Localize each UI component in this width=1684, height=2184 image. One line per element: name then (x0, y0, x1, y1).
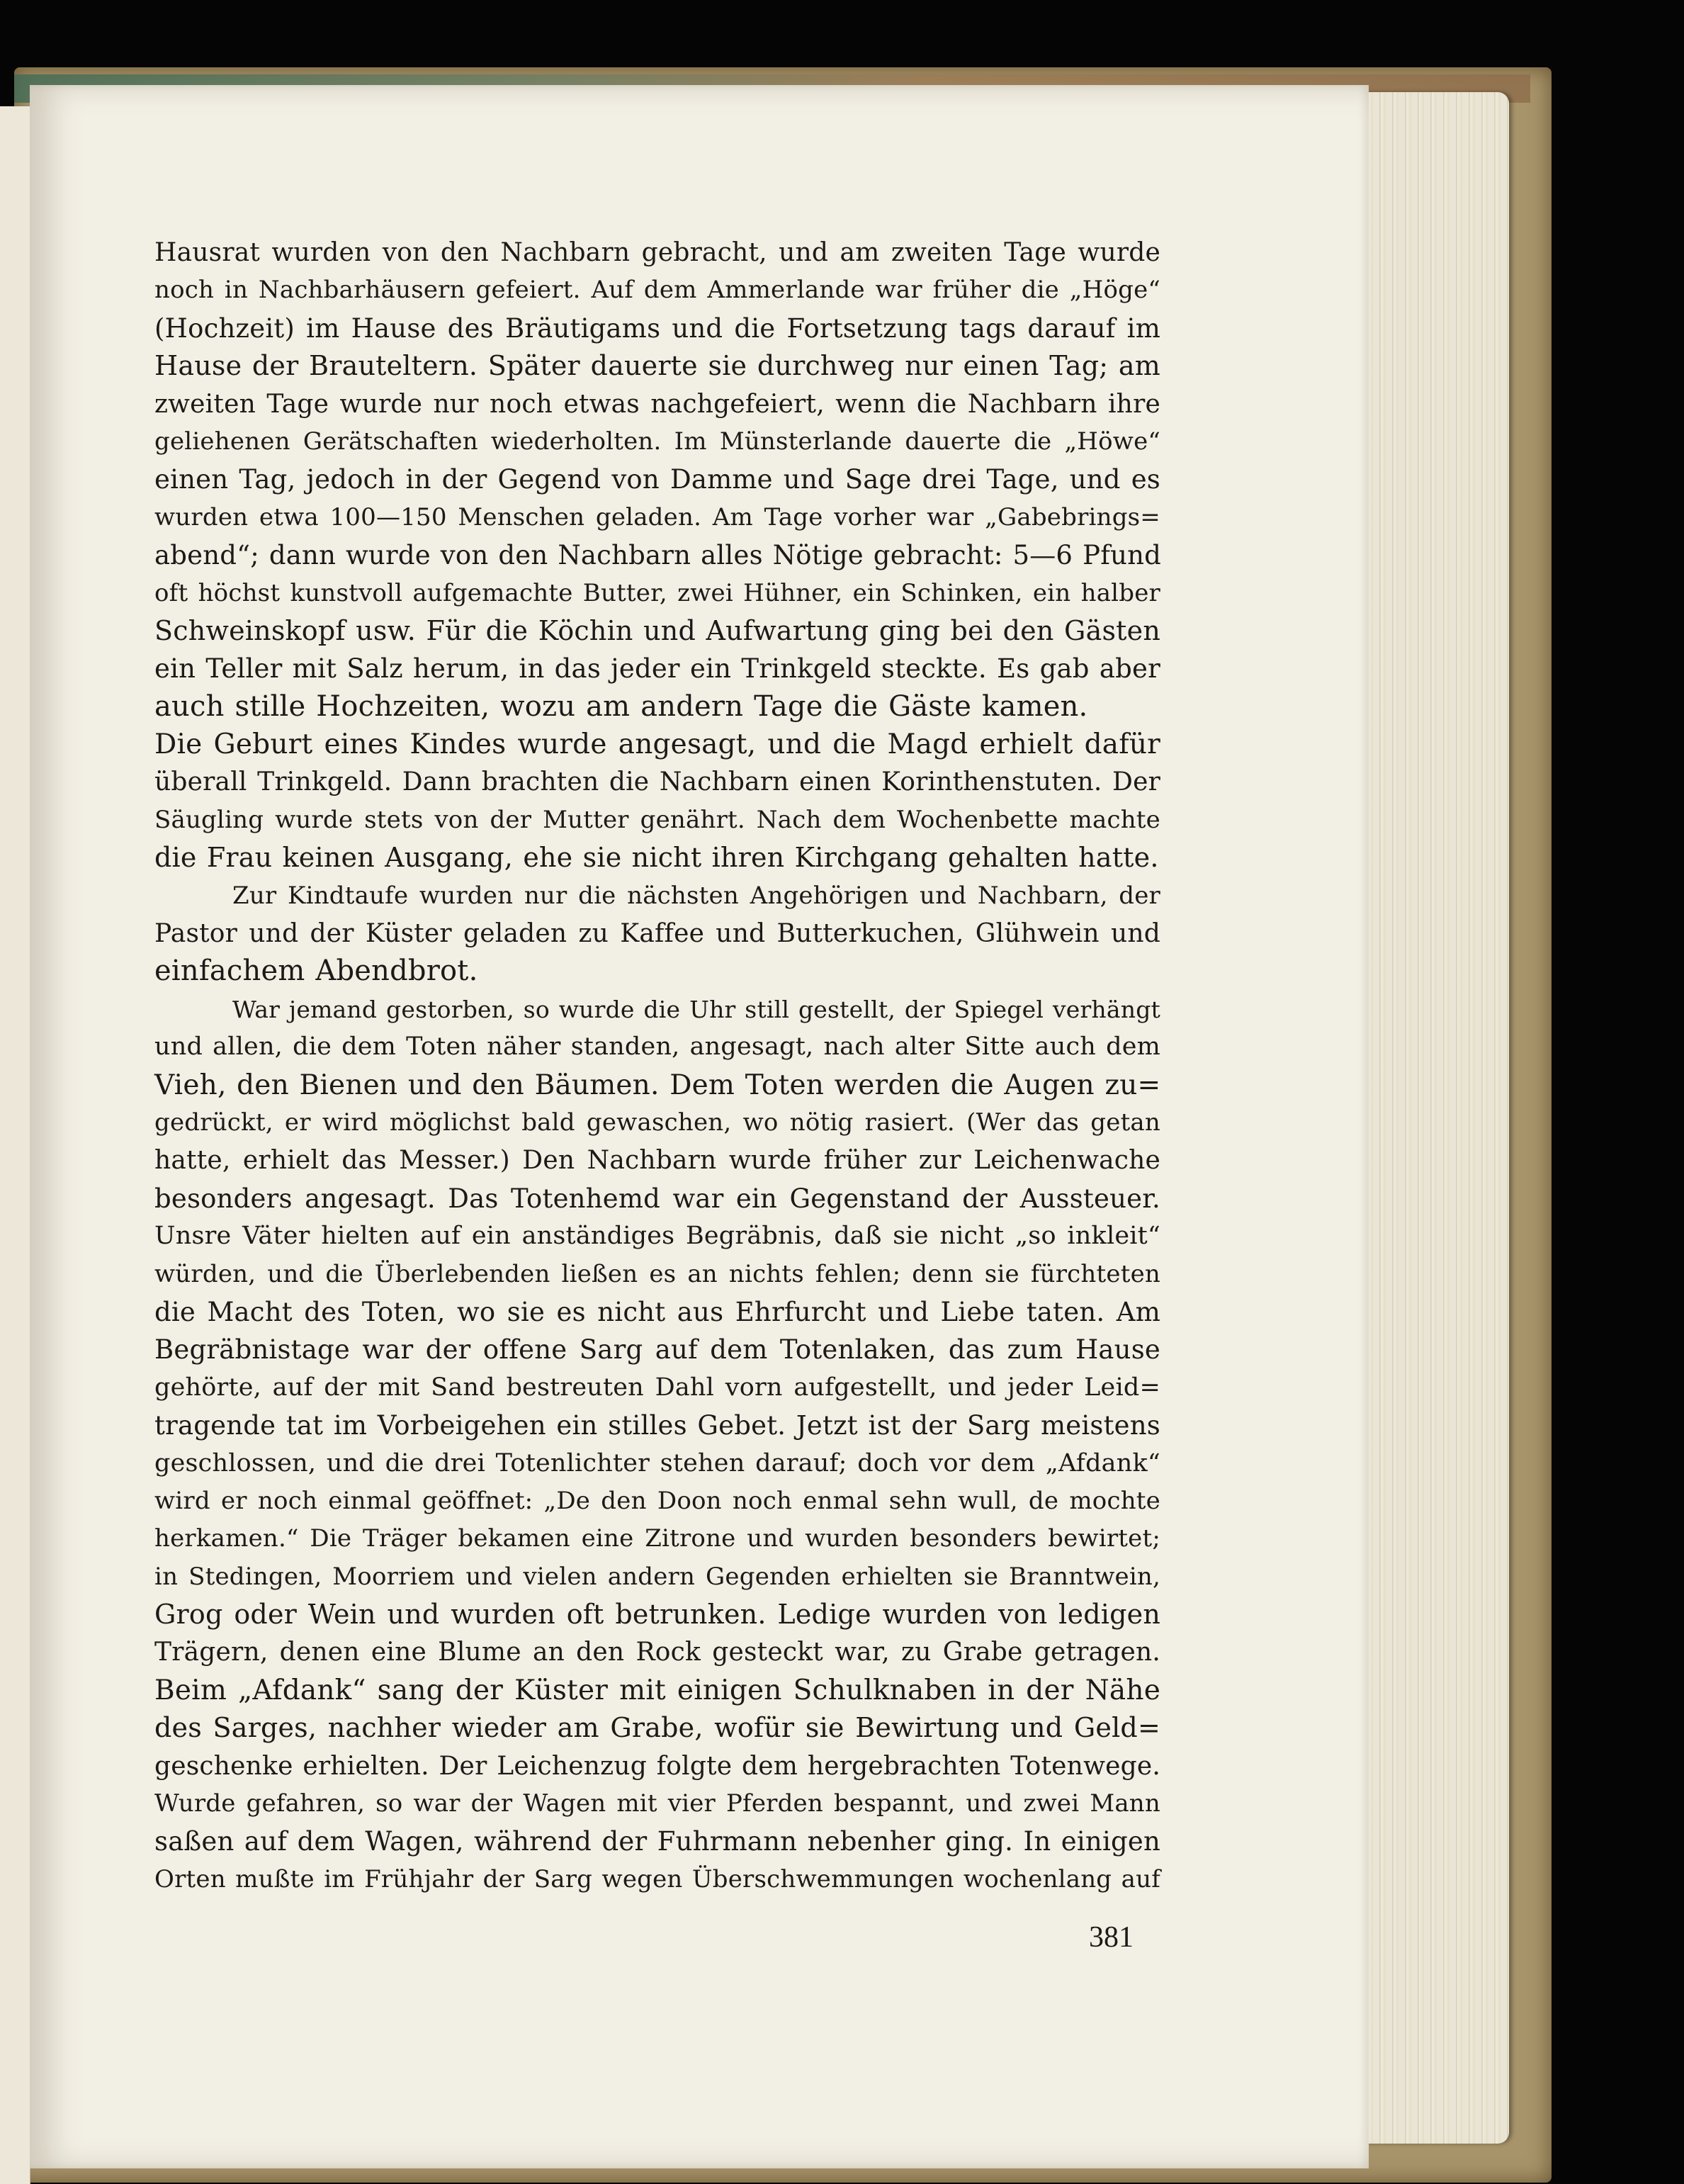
text-line: Säugling wurde stets von der Mutter genährt. Nach dem Wochenbette machte (154, 805, 1160, 834)
text-line: tragende tat im Vorbeigehen ein stilles Gebet. Jetzt ist der Sarg meistens (154, 1410, 1160, 1441)
text-line: überall Trinkgeld. Dann brachten die Nachbarn einen Korinthenstuten. Der (154, 767, 1160, 797)
left-page-edge (0, 106, 30, 2184)
text-line: Pastor und der Küster geladen zu Kaffee und Butterkuchen, Glühwein und (154, 919, 1160, 949)
text-line: hatte, erhielt das Messer.) Den Nachbarn wurde früher zur Leichenwache (154, 1146, 1160, 1176)
text-line: Vieh, den Bienen und den Bäumen. Dem Toten werden die Augen zu= (154, 1069, 1161, 1101)
text-line: und allen, die dem Toten näher standen, angesagt, nach alter Sitte auch dem (154, 1032, 1160, 1062)
text-line: des Sarges, nachher wieder am Grabe, wofür sie Bewirtung und Geld= (154, 1712, 1160, 1744)
text-line: in Stedingen, Moorriem und vielen andern Gegenden erhielten sie Branntwein, (154, 1562, 1160, 1591)
text-line: Begräbnistage war der offene Sarg auf dem Totenlaken, das zum Hause (154, 1334, 1160, 1366)
text-line: Trägern, denen eine Blume an den Rock gesteckt war, zu Grabe getragen. (154, 1638, 1160, 1667)
text-line: saßen auf dem Wagen, während der Fuhrmann nebenher ging. In einigen (154, 1826, 1160, 1857)
text-line: Wurde gefahren, so war der Wagen mit vier Pferden bespannt, und zwei Mann (154, 1789, 1160, 1818)
text-line: würden, und die Überlebenden ließen es an nichts fehlen; denn sie fürchteten (154, 1259, 1160, 1288)
text-line: abend“; dann wurde von den Nachbarn alles Nötige gebracht: 5—6 Pfund (154, 540, 1162, 571)
text-line: einen Tag, jedoch in der Gegend von Damme und Sage drei Tage, und es (154, 464, 1160, 495)
text-line: Schweinskopf usw. Für die Köchin und Aufwartung ging bei den Gästen (154, 614, 1160, 646)
text-line: geschenke erhielten. Der Leichenzug folgte dem hergebrachten Totenwege. (154, 1751, 1160, 1781)
text-line: wird er noch einmal geöffnet: „De den Doon noch enmal sehn wull, de mochte (154, 1486, 1160, 1515)
body-text (154, 234, 1160, 1898)
text-line: auch stille Hochzeiten, wozu am andern Tage die Gäste kamen. (154, 689, 1088, 723)
text-line: (Hochzeit) im Hause des Bräutigams und die Fortsetzung tags darauf im (154, 313, 1160, 344)
text-line: oft höchst kunstvoll aufgemachte Butter, zwei Hühner, ein Schinken, ein halber (154, 578, 1160, 607)
text-line: zweiten Tage wurde nur noch etwas nachgefeiert, wenn die Nachbarn ihre (154, 389, 1160, 419)
text-line: einfachem Abendbrot. (154, 955, 478, 988)
text-line: Zur Kindtaufe wurden nur die nächsten Angehörigen und Nachbarn, der (232, 881, 1160, 910)
text-line: Unsre Väter hielten auf ein anständiges Begräbnis, daß sie nicht „so inkleit“ (154, 1222, 1160, 1251)
page-number: 381 (1089, 1921, 1134, 1954)
text-line: Hausrat wurden von den Nachbarn gebracht, und am zweiten Tage wurde (154, 238, 1160, 267)
text-line: die Macht des Toten, wo sie es nicht aus Ehrfurcht und Liebe taten. Am (154, 1296, 1160, 1327)
text-line: wurden etwa 100—150 Menschen geladen. Am Tage vorher war „Gabebrings= (154, 502, 1160, 531)
text-line: noch in Nachbarhäusern gefeiert. Auf dem Ammerlande war früher die „Höge“ (154, 276, 1160, 305)
text-line: Orten mußte im Frühjahr der Sarg wegen Überschwemmungen wochenlang auf (154, 1864, 1160, 1893)
page-edges (1360, 92, 1509, 2144)
text-line: besonders angesagt. Das Totenhemd war ein Gegenstand der Aussteuer. (154, 1183, 1160, 1214)
text-line: Grog oder Wein und wurden oft betrunken. Ledige wurden von ledigen (154, 1599, 1160, 1631)
text-line: Hause der Brauteltern. Später dauerte sie durchweg nur einen Tag; am (154, 350, 1160, 382)
text-line: gedrückt, er wird möglichst bald gewaschen, wo nötig rasiert. (Wer das getan (154, 1108, 1160, 1137)
text-line: Die Geburt eines Kindes wurde angesagt, und die Magd erhielt dafür (154, 728, 1160, 761)
text-line: Beim „Afdank“ sang der Küster mit einigen Schulknaben in der Nähe (154, 1674, 1160, 1706)
book-page (30, 85, 1369, 2168)
text-line: geliehenen Gerätschaften wiederholten. Im Münsterlande dauerte die „Höwe“ (154, 427, 1160, 456)
text-line: gehörte, auf der mit Sand bestreuten Dahl vorn aufgestellt, und jeder Leid= (154, 1373, 1160, 1402)
text-line: ein Teller mit Salz herum, in das jeder ein Trinkgeld steckte. Es gab aber (154, 653, 1160, 685)
text-line: geschlossen, und die drei Totenlichter stehen darauf; doch vor dem „Afdank“ (154, 1448, 1160, 1477)
text-line: herkamen.“ Die Träger bekamen eine Zitrone und wurden besonders bewirtet; (154, 1524, 1160, 1553)
text-line: War jemand gestorben, so wurde die Uhr still gestellt, der Spiegel verhängt (232, 995, 1160, 1023)
text-line: die Frau keinen Ausgang, ehe sie nicht ihren Kirchgang gehalten hatte. (154, 842, 1159, 874)
